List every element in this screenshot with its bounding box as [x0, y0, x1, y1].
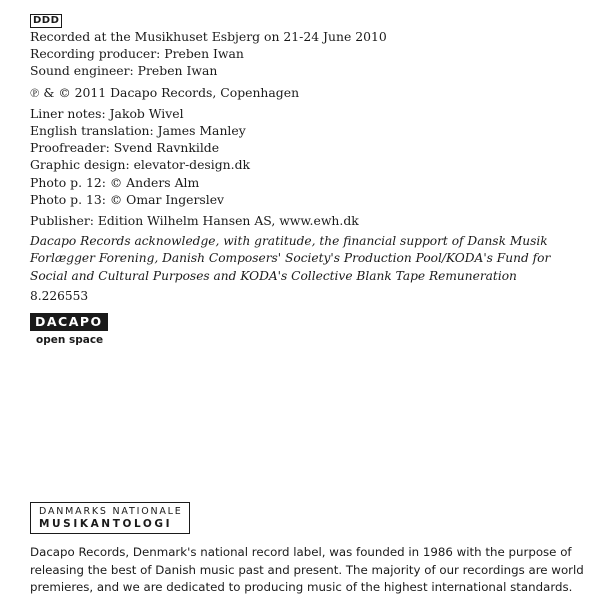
credit-photo-12: Photo p. 12: © Anders Alm [30, 174, 200, 190]
recording-producer: Recording producer: Preben Iwan [30, 46, 244, 62]
credit-graphic-design: Graphic design: elevator-design.dk [30, 157, 251, 173]
credit-proofreader: Proofreader: Svend Ravnkilde [30, 140, 220, 156]
about-dacapo-text: Dacapo Records, Denmark's national record label, was founded in 1986 with the purpose of releasing the best of Danish music past and present. The majority of our recordings are world premieres, and we are dedicated to producing music of the highest international standards. [30, 545, 584, 594]
publisher: Publisher: Edition Wilhelm Hansen AS, www.ewh.dk [30, 213, 359, 229]
recording-location: Recorded at the Musikhuset Esbjerg on 21-24 June 2010 [30, 29, 387, 44]
dacapo-logo: DACAPO [30, 313, 108, 331]
anthology-line-1: DANMARKS NATIONALE [39, 506, 183, 517]
anthology-line-2: MUSIKANTOLOGI [39, 518, 173, 530]
credit-translation: English translation: James Manley [30, 123, 246, 139]
catalog-number: 8.226553 [30, 288, 89, 303]
credit-photo-13: Photo p. 13: © Omar Ingerslev [30, 191, 225, 207]
sound-engineer: Sound engineer: Preben Iwan [30, 63, 218, 79]
ddd-badge: DDD [30, 14, 62, 28]
danmarks-nationale-musikantologi-logo [30, 502, 190, 534]
credit-liner-notes: Liner notes: Jakob Wivel [30, 105, 184, 121]
credits-page [30, 8, 590, 346]
acknowledgement-text: Dacapo Records acknowledge, with gratitude, the financial support of Dansk Musik Forlægger Forening, Danish Composers' Society's Production Pool/KODA's Fund for Social and Cultural Purposes and KODA's Collective Blank Tape Remuneration [30, 234, 551, 283]
copyright-notice: ℗ & © 2011 Dacapo Records, Copenhagen [30, 84, 300, 100]
open-space-label: open space [36, 333, 104, 346]
